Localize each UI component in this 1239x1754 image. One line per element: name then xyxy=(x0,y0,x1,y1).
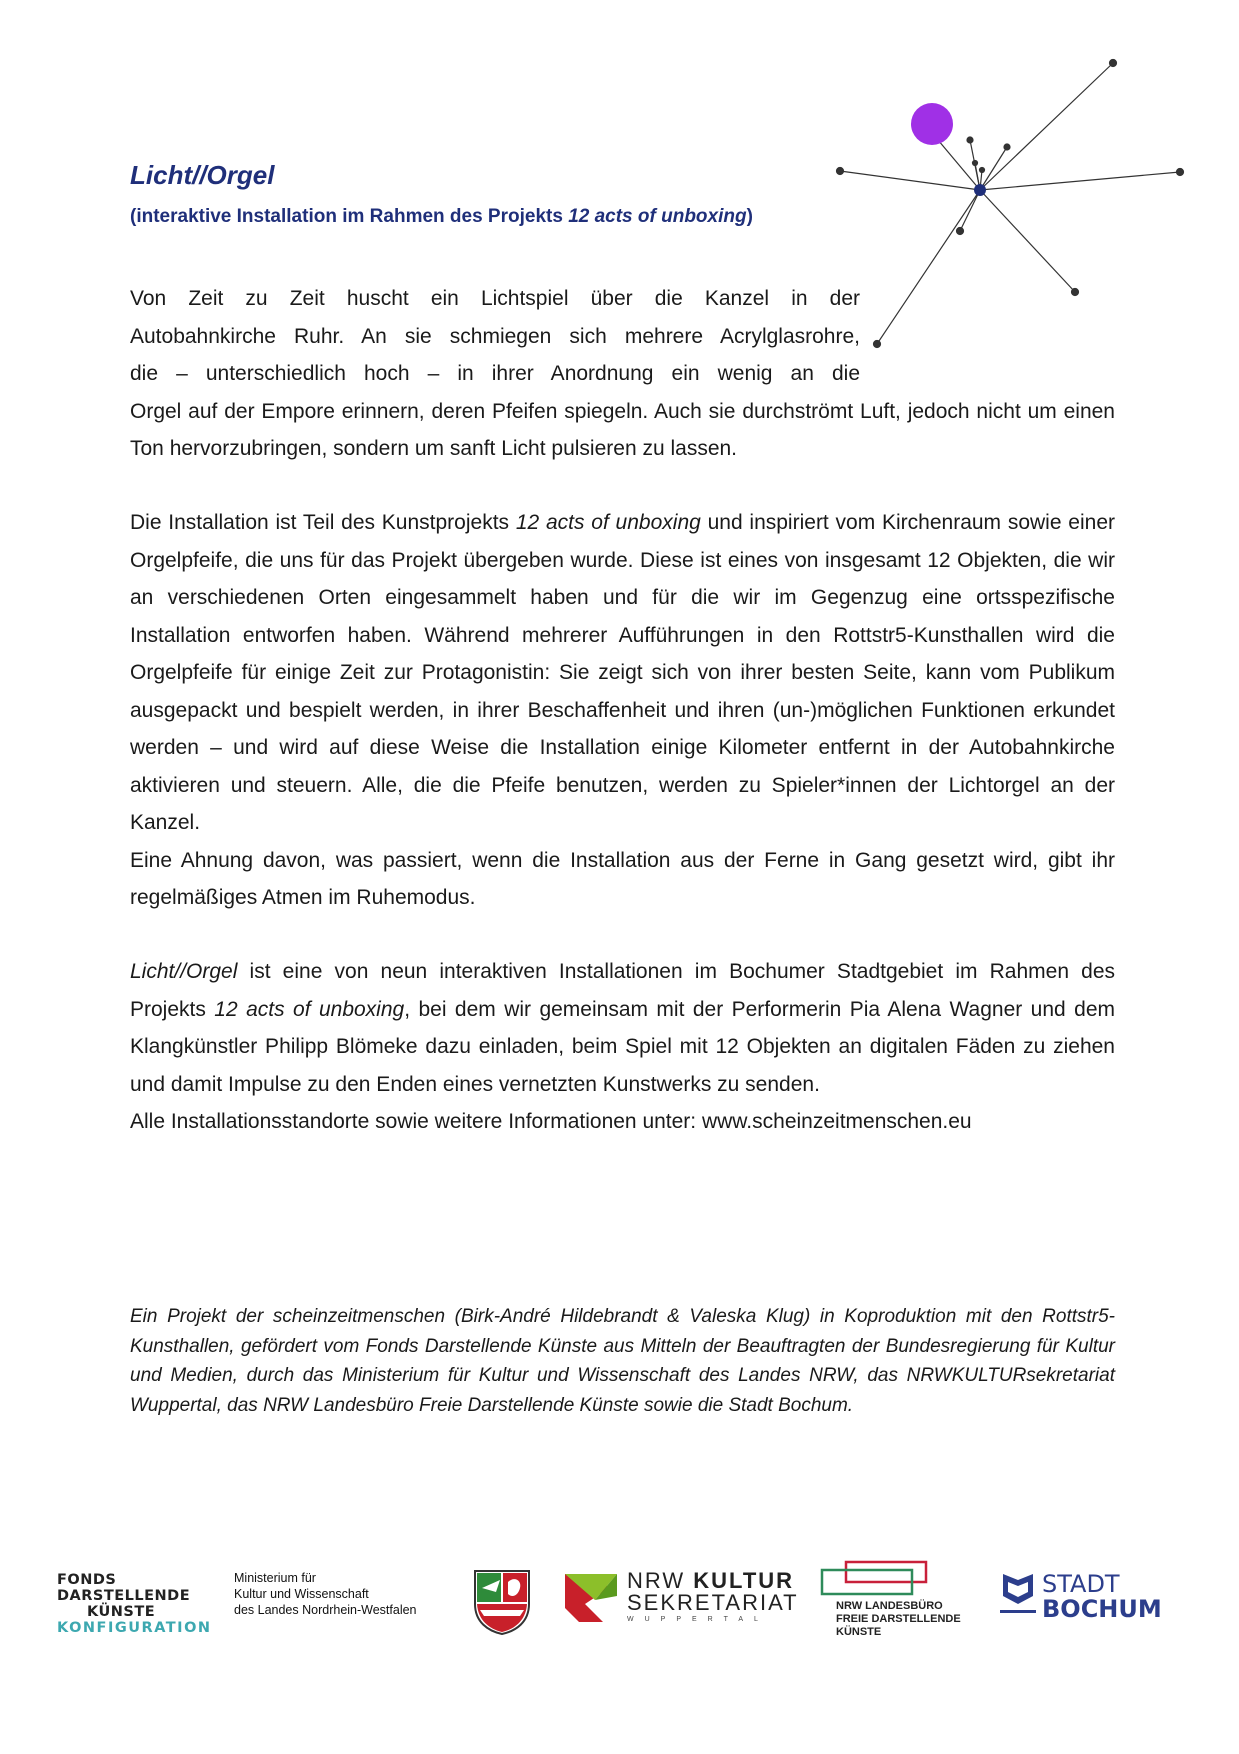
bochum-book-icon xyxy=(1000,1572,1036,1618)
intro-line-2: Autobahnkirche Ruhr. An sie schmiegen sich mehrere Acrylglasrohre, xyxy=(130,324,860,348)
intro-line-3: die – unterschiedlich hoch – in ihrer Anordnung ein wenig an die xyxy=(130,362,860,385)
intro-line-1: Von Zeit zu Zeit huscht ein Lichtspiel über die Kanzel in der xyxy=(130,287,860,310)
fonds-logo: FONDS DARSTELLENDE KÜNSTE KONFIGURATION xyxy=(57,1572,212,1636)
page-subtitle: (interaktive Installation im Rahmen des Projekts 12 acts of unboxing) xyxy=(130,206,753,227)
paragraph-project: Die Installation ist Teil des Kunstprojekts 12 acts of unboxing und inspiriert vom Kirchenraum sowie einer Orgelpfeife, die uns für das Projekt übergeben wurde. Diese ist eines von insgesamt 12 Objekten, die wir an verschiedenen Orten eingesammelt haben und für die wir im Gegenzug eine ortsspezifische Installation entworfen haben. Während mehrerer Aufführungen in den Rottstr5-Kunsthallen wird die Orgelpfeife für einige Zeit zur Protagonistin: Sie zeigt sich von ihrer besten Seite, kann vom Publikum ausgepackt und bespielt werden, in ihrer Beschaffenheit und ihren (un-)möglichen Funktionen erkundet werden – und wird auf diese Weise die Installation einige Kilometer entfernt in der Autobahnkirche aktivieren und steuern. Alle, die die Pfeife benutzen, werden zu Spieler*innen der Lichtorgel an der Kanzel. Eine Ahnung davon, was passiert, wenn die Installation aus der Ferne in Gang gesetzt wird, gibt ihr regelmäßiges Atmen im Ruhemodus. xyxy=(130,511,1115,909)
page-title: Licht//Orgel xyxy=(130,160,275,190)
ministerium-logo: Ministerium für Kultur und Wissenschaft des Landes Nordrhein-Westfalen xyxy=(234,1571,417,1617)
sponsor-logos: FONDS DARSTELLENDE KÜNSTE KONFIGURATION Ministerium für Kultur und Wissenschaft des Landes Nordrhein-Westfalen NRW KULTUR SEKRETARIAT WUPPERTAL NRW LANDESBÜRO FREIE DARSTELLENDE KÜNSTE STADT BOCHUM xyxy=(0,1560,1239,1680)
website-line: Alle Installationsstandorte sowie weitere Informationen unter: www.scheinzeitmenschen.eu xyxy=(130,1110,972,1133)
paragraph-intro xyxy=(130,280,1115,468)
credits-text: Ein Projekt der scheinzeitmenschen (Birk-André Hildebrandt & Valeska Klug) in Koproduktion mit den Rottstr5-Kunsthallen, gefördert vom Fonds Darstellende Künste aus Mitteln der Beauftragten der Bundesregierung für Kultur und Medien, durch das Ministerium für Kultur und Wissenschaft des Landes NRW, das NRWKULTURsekretariat Wuppertal, das NRW Landesbüro Freie Darstellende Künste sowie die Stadt Bochum. xyxy=(130,1306,1115,1416)
nrw-crest-icon xyxy=(472,1568,532,1636)
landesbuero-frames-icon xyxy=(820,1560,930,1600)
intro-rest: Orgel auf der Empore erinnern, deren Pfeifen spiegeln. Auch sie durchströmt Luft, jedoch nicht um einen Ton hervorzubringen, sondern um sanft Licht pulsieren zu lassen. xyxy=(130,399,1115,460)
paragraph-installations: Licht//Orgel ist eine von neun interaktiven Installationen im Bochumer Stadtgebiet im Rahmen des Projekts 12 acts of unboxing, bei dem wir gemeinsam mit der Performerin Pia Alena Wagner und dem Klangkünstler Philipp Blömeke dazu einladen, beim Spiel mit 12 Objekten an digitalen Fäden zu ziehen und damit Impulse zu den Enden eines vernetzten Kunstwerks zu senden. Alle Installationsstandorte sowie weitere Informationen unter: www.scheinzeitmenschen.eu xyxy=(130,960,1115,1133)
nrwk-arrow-icon xyxy=(565,1574,617,1624)
